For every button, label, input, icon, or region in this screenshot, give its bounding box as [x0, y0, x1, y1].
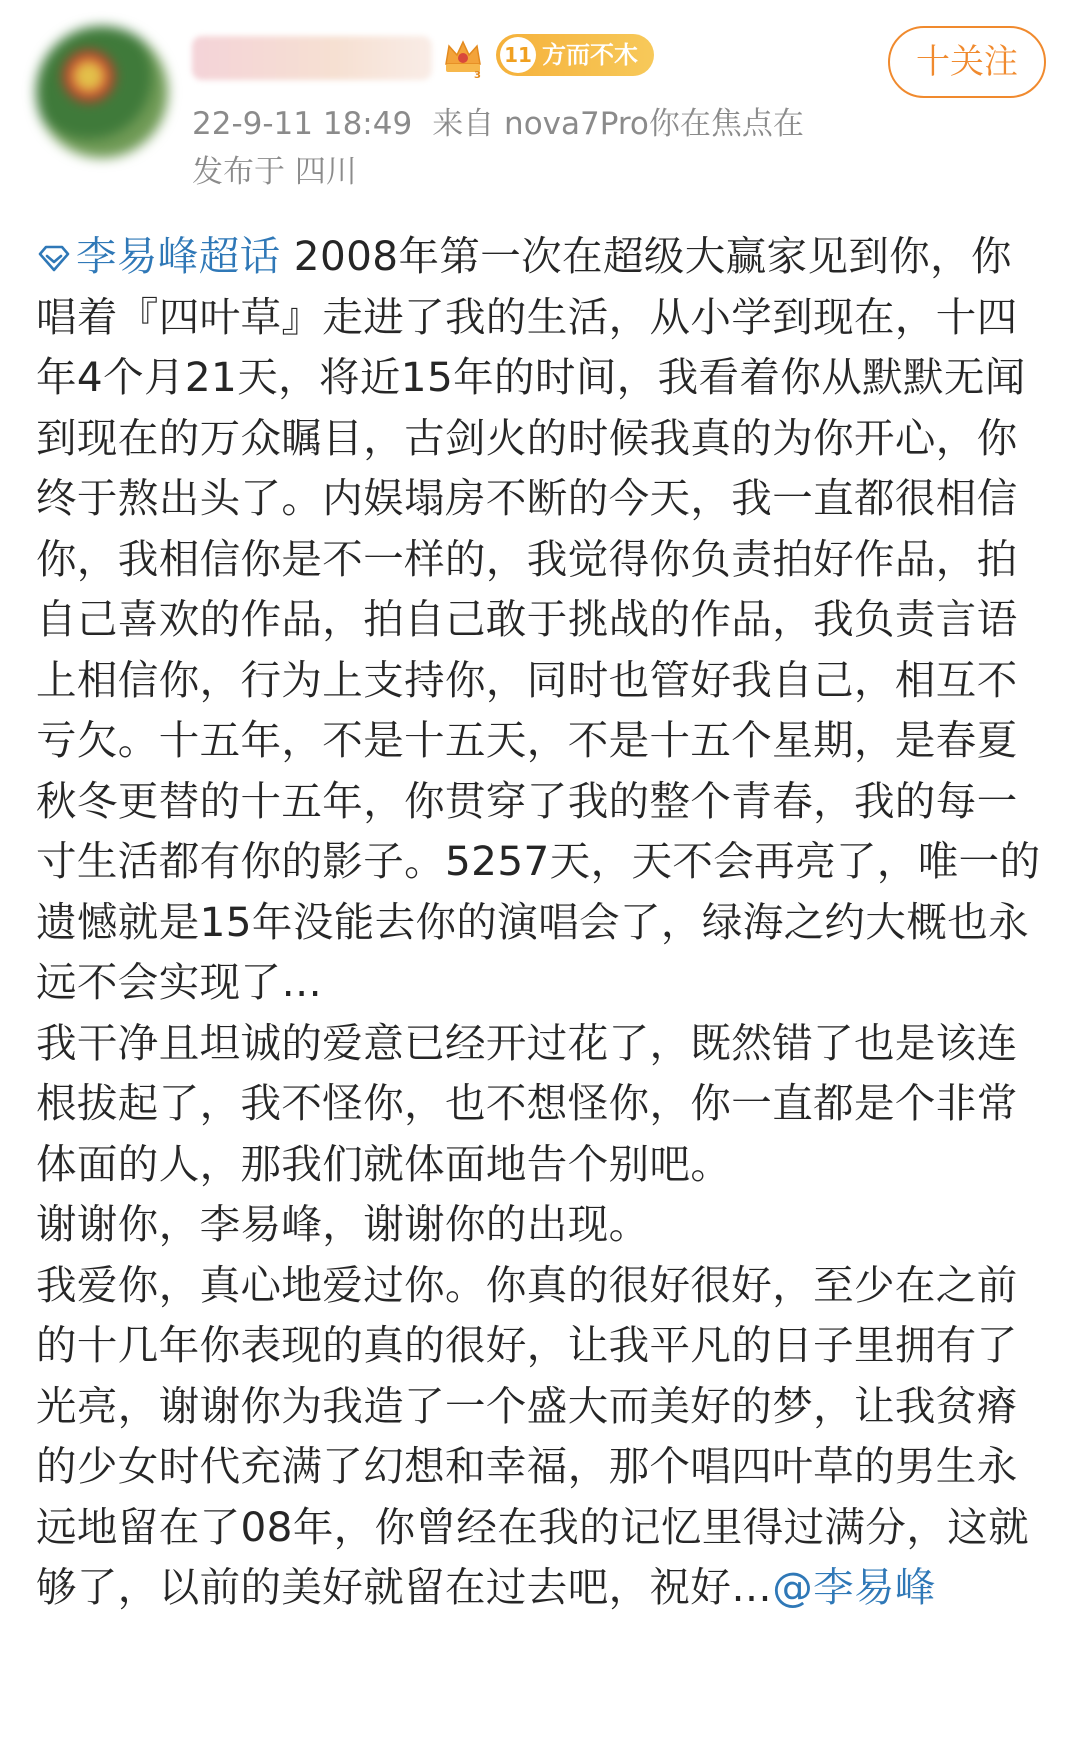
mention-link[interactable]: @李易峰: [772, 1563, 936, 1611]
user-avatar[interactable]: [36, 26, 168, 158]
username-blurred[interactable]: [192, 36, 432, 80]
supertopic-link[interactable]: [36, 232, 281, 280]
fan-level-badge[interactable]: [496, 34, 654, 76]
post-location: 发布于 四川: [192, 154, 357, 190]
follow-button[interactable]: 十关注: [888, 26, 1046, 98]
post-paragraph: 谢谢你，李易峰，谢谢你的出现。: [36, 1200, 650, 1248]
crown-vip-icon[interactable]: [440, 34, 486, 80]
supertopic-diamond-icon: [36, 244, 72, 274]
fan-badge-label: 方而不木: [542, 41, 638, 69]
svg-text:3: 3: [474, 70, 481, 80]
paragraph-text: 2008年第一次在超级大赢家见到你，你唱着『四叶草』走进了我的生活，从小学到现在，十四年4个月21天，将近15年的时间，我看着你从默默无闻到现在的万众瞩目，古剑火的时候我真的为你开心，你终于熬出头了。内娱塌房不断的今天，我一直都很相信你，我相信你是不一样的，我觉得你负责拍好作品，拍自己喜欢的作品，拍自己敢于挑战的作品，我负责言语上相信你，行为上支持你，同时也管好我自己，相互不亏欠。十五年，不是十五天，不是十五个星期，是春夏秋冬更替的十五年，你贯穿了我的整个青春，我的每一寸生活都有你的影子。5257天，天不会再亮了，唯一的遗憾就是15年没能去你的演唱会了，绿海之约大概也永远不会实现了…: [36, 232, 1041, 1006]
supertopic-label: 李易峰超话: [76, 232, 281, 280]
post-content: [36, 226, 1046, 1618]
post-paragraph: [36, 1255, 1046, 1618]
paragraph-text: 我爱你，真心地爱过你。你真的很好很好，至少在之前的十几年你表现的真的很好，让我平凡的日子里拥有了光亮，谢谢你为我造了一个盛大而美好的梦，让我贫瘠的少女时代充满了幻想和幸福，那个唱四叶草的男生永远地留在了08年，你曾经在我的记忆里得过满分，这就够了，以前的美好就留在过去吧，祝好…: [36, 1260, 1030, 1611]
fan-level-number: 11: [500, 37, 536, 73]
post-source[interactable]: 来自 nova7Pro你在焦点在: [432, 106, 804, 142]
post-timestamp: 22-9-11 18:49: [192, 106, 413, 142]
post-paragraph: 我干净且坦诚的爱意已经开过花了，既然错了也是该连根拔起了，我不怪你，也不想怪你，你一直都是个非常体面的人，那我们就体面地告个别吧。: [36, 1018, 1018, 1188]
post-paragraph: [36, 226, 1046, 1013]
post-meta-time: [192, 104, 804, 144]
